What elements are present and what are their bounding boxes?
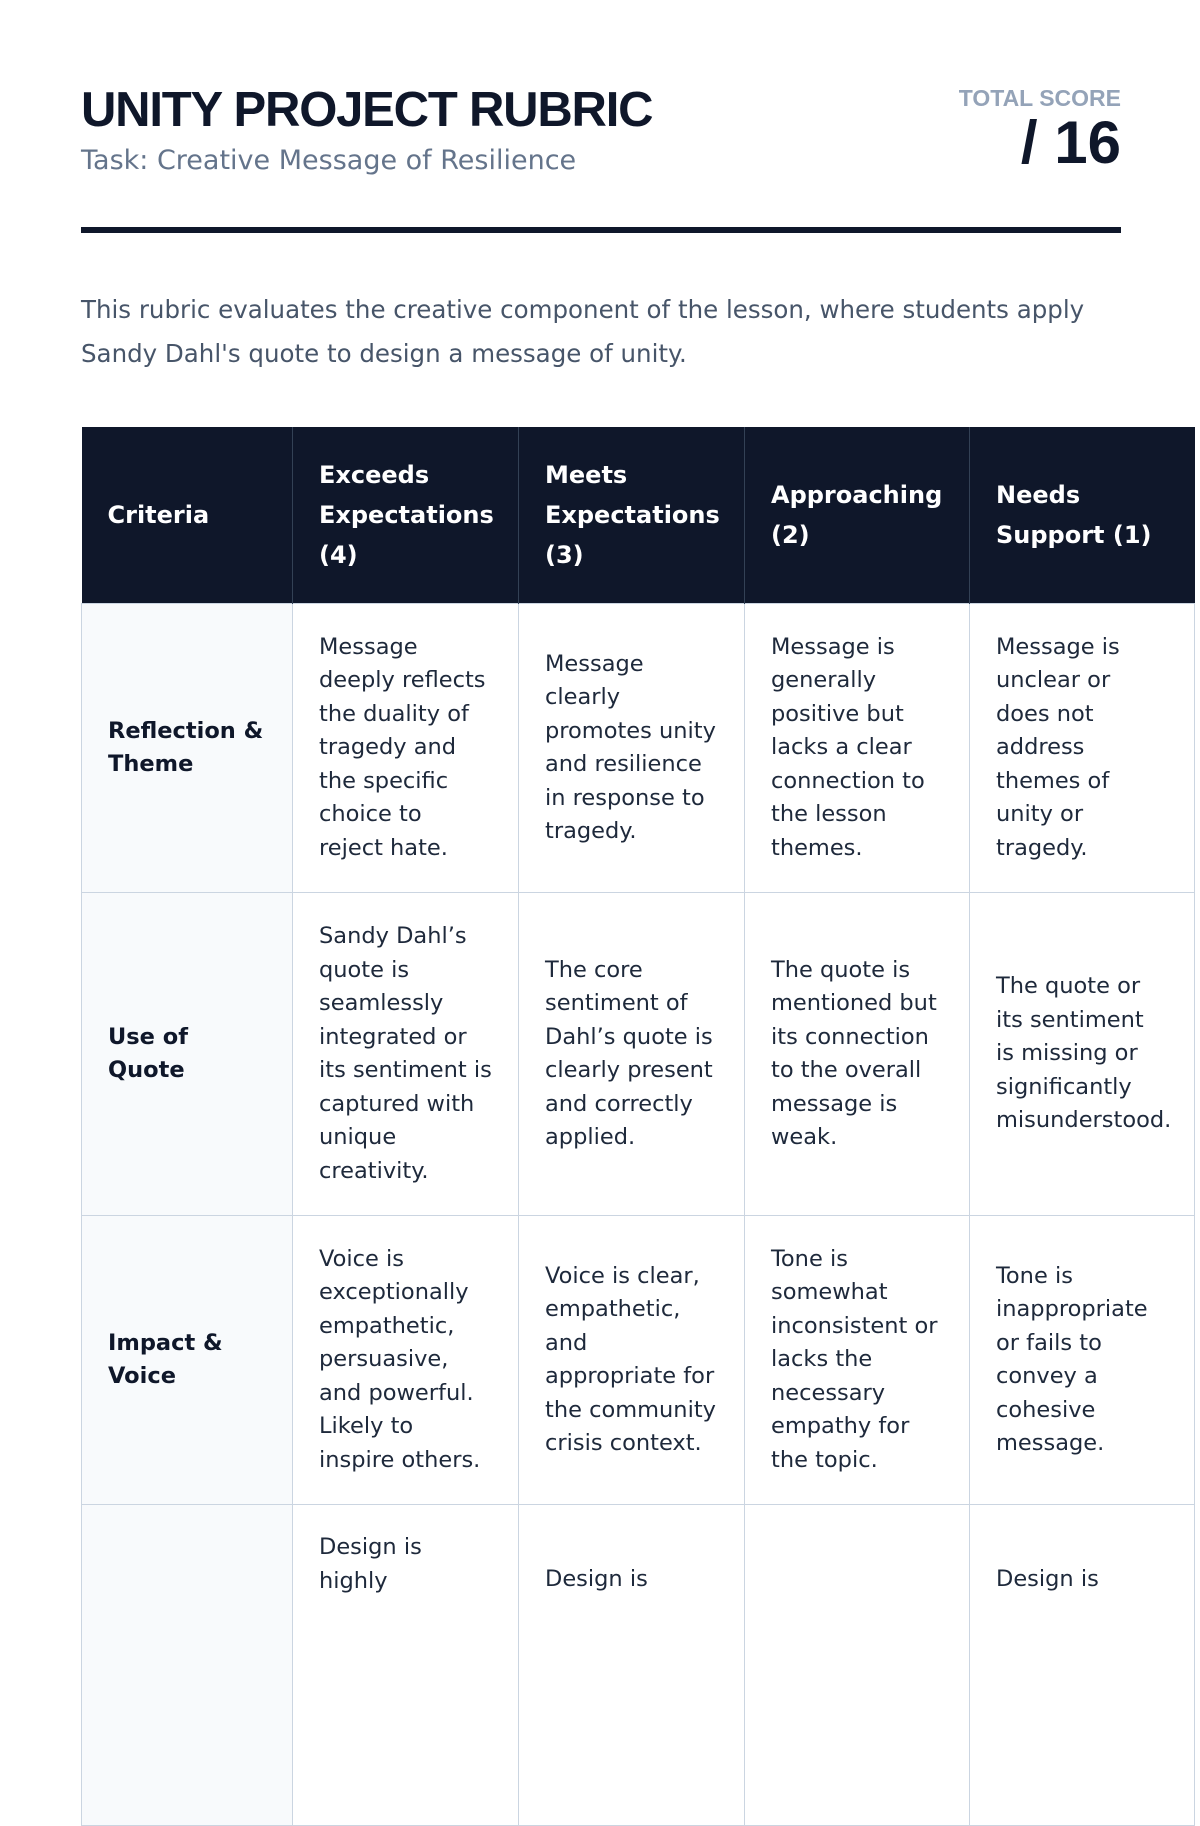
rubric-page: [81, 0, 1200, 1600]
header-divider: [81, 227, 1121, 233]
page-subtitle: Task: Creative Message of Resilience: [81, 145, 577, 176]
total-score-value: / 16: [1020, 109, 1121, 176]
header: [81, 78, 1121, 228]
criteria-cell: [82, 1505, 293, 1826]
rubric-cell-meets: The core sentiment of Dahl’s quote is clearly present and correctly applied.: [519, 893, 745, 1216]
rubric-cell-meets: Message clearly promotes unity and resilience in response to tragedy.: [519, 604, 745, 893]
column-header-exceeds: Exceeds Expectations (4): [293, 427, 519, 604]
rubric-cell-approaching: The quote is mentioned but its connection to the overall message is weak.: [745, 893, 970, 1216]
column-header-meets: Meets Expectations (3): [519, 427, 745, 604]
rubric-cell-meets: Voice is clear, empathetic, and appropriate for the community crisis context.: [519, 1216, 745, 1505]
total-score-label: TOTAL SCORE: [958, 85, 1121, 111]
table-row: [82, 1505, 1195, 1826]
page-title: UNITY PROJECT RUBRIC: [81, 83, 653, 137]
rubric-cell-approaching: Tone is somewhat inconsistent or lacks the necessary empathy for the topic.: [745, 1216, 970, 1505]
column-header-needs-support: Needs Support (1): [970, 427, 1195, 604]
rubric-table: [81, 427, 1195, 1826]
rubric-cell-exceeds: Voice is exceptionally empathetic, persuasive, and powerful. Likely to inspire others.: [293, 1216, 519, 1505]
criteria-cell: Use of Quote: [82, 893, 293, 1216]
table-row: [82, 604, 1195, 893]
rubric-cell-approaching: Message is generally positive but lacks a clear connection to the lesson themes.: [745, 604, 970, 893]
rubric-cell-exceeds: Message deeply reflects the duality of tragedy and the specific choice to reject hate.: [293, 604, 519, 893]
intro-paragraph: This rubric evaluates the creative component of the lesson, where students apply Sandy Dahl's quote to design a message of unity.: [81, 295, 1085, 368]
rubric-cell-meets: Design is: [519, 1505, 745, 1826]
criteria-cell: Reflection & Theme: [82, 604, 293, 893]
column-header-approaching: Approaching (2): [745, 427, 970, 604]
rubric-cell-needs-support: Design is: [970, 1505, 1195, 1826]
rubric-cell-needs-support: Message is unclear or does not address themes of unity or tragedy.: [970, 604, 1195, 893]
criteria-cell: Impact & Voice: [82, 1216, 293, 1505]
table-row: [82, 1216, 1195, 1505]
rubric-cell-approaching: [745, 1505, 970, 1826]
rubric-cell-needs-support: Tone is inappropriate or fails to convey a cohesive message.: [970, 1216, 1195, 1505]
rubric-cell-needs-support: The quote or its sentiment is missing or significantly misunderstood.: [970, 893, 1195, 1216]
table-header-row: [82, 427, 1195, 604]
rubric-cell-exceeds: Design is highly: [293, 1505, 519, 1826]
column-header-criteria: Criteria: [82, 427, 293, 604]
table-row: [82, 893, 1195, 1216]
total-score: [959, 84, 1121, 174]
rubric-cell-exceeds: Sandy Dahl’s quote is seamlessly integrated or its sentiment is captured with unique creativity.: [293, 893, 519, 1216]
